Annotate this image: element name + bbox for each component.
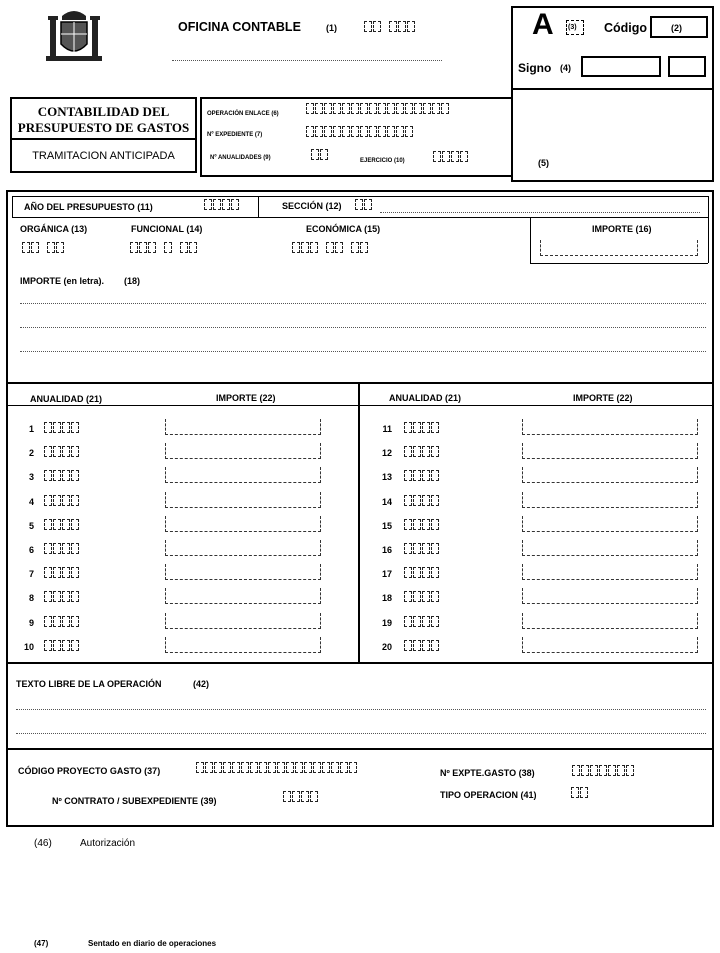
annuity-amount-field[interactable] xyxy=(522,467,698,483)
annuity-year-field[interactable] xyxy=(404,567,439,578)
expediente-field[interactable] xyxy=(306,126,413,137)
bottom-top-line xyxy=(6,748,714,750)
anio-seccion-divider xyxy=(258,196,259,217)
annuity-row-number: 18 xyxy=(381,593,392,604)
letter-ref: (3) xyxy=(568,24,577,31)
ref-5: (5) xyxy=(538,158,549,168)
annuity-year-field[interactable] xyxy=(404,591,439,602)
signo-field[interactable] xyxy=(581,56,661,77)
importe-label: IMPORTE (16) xyxy=(592,224,652,234)
annuity-year-field[interactable] xyxy=(44,519,79,530)
codigo-label: Código xyxy=(604,21,648,35)
signo-field-2[interactable] xyxy=(668,56,706,77)
annuity-row-number: 13 xyxy=(381,472,392,483)
annuity-year-field[interactable] xyxy=(44,446,79,457)
importe-header-left: IMPORTE (22) xyxy=(216,393,276,403)
annuity-row-number: 4 xyxy=(28,496,34,507)
anio-presupuesto-field[interactable] xyxy=(204,199,239,210)
title-subtitle: TRAMITACION ANTICIPADA xyxy=(32,150,175,162)
budget-row-left-edge xyxy=(12,196,13,217)
annuity-row-number: 1 xyxy=(28,424,34,434)
ref-47: (47) xyxy=(34,939,49,948)
annuity-amount-field[interactable] xyxy=(165,443,321,459)
annuity-year-field[interactable] xyxy=(404,543,439,554)
importe-box-left xyxy=(530,217,531,263)
annuity-amount-field[interactable] xyxy=(522,588,698,604)
free-text-label: TEXTO LIBRE DE LA OPERACIÓN xyxy=(16,679,162,689)
importe-box-bottom xyxy=(530,263,708,264)
annuity-amount-field[interactable] xyxy=(165,637,321,653)
contrato-field[interactable] xyxy=(283,791,318,802)
annuity-row-number: 3 xyxy=(28,472,34,483)
coat-of-arms-logo xyxy=(44,6,104,64)
codigo-proyecto-label: CÓDIGO PROYECTO GASTO (37) xyxy=(18,766,161,776)
codigo-ref: (2) xyxy=(671,23,682,33)
free-text-top-line xyxy=(6,662,714,664)
importe-letra-line-2 xyxy=(20,327,706,328)
importe-field[interactable] xyxy=(540,240,698,256)
budget-row-top-line xyxy=(12,196,708,197)
budget-row-bottom-line xyxy=(12,217,708,218)
annuity-year-field[interactable] xyxy=(44,567,79,578)
expediente-label: Nº EXPEDIENTE (7) xyxy=(207,132,263,138)
importe-letra-line-1 xyxy=(20,303,706,304)
importe-letra-ref: (18) xyxy=(124,276,141,286)
ref-46: (46) xyxy=(34,838,52,849)
organica-field[interactable] xyxy=(22,242,64,253)
importe-header-right: IMPORTE (22) xyxy=(573,393,633,403)
ejercicio-label: EJERCICIO (10) xyxy=(360,158,405,164)
oficina-contable-label: OFICINA CONTABLE xyxy=(178,20,301,34)
annuities-top-line xyxy=(6,382,714,384)
annuity-year-field[interactable] xyxy=(44,470,79,481)
organica-label: ORGÁNICA (13) xyxy=(20,224,88,234)
oficina-contable-field[interactable] xyxy=(364,21,415,32)
annuities-middle-divider xyxy=(358,382,360,662)
tipo-operacion-field[interactable] xyxy=(571,787,588,798)
annuity-row-number: 5 xyxy=(28,520,34,531)
annuity-amount-field[interactable] xyxy=(165,492,321,508)
annuity-year-field[interactable] xyxy=(404,519,439,530)
anio-presupuesto-label: AÑO DEL PRESUPUESTO (11) xyxy=(24,202,153,212)
title-line-2: PRESUPUESTO DE GASTOS xyxy=(17,120,190,135)
annuity-year-field[interactable] xyxy=(44,640,79,651)
annuity-year-field[interactable] xyxy=(44,591,79,602)
free-text-line-2[interactable] xyxy=(16,733,706,734)
annuity-amount-field[interactable] xyxy=(522,637,698,653)
annuity-amount-field[interactable] xyxy=(522,443,698,459)
annuity-amount-field[interactable] xyxy=(522,564,698,580)
annuity-row-number: 6 xyxy=(28,545,34,555)
annuity-year-field[interactable] xyxy=(404,446,439,457)
anualidad-header-left: ANUALIDAD (21) xyxy=(30,394,102,404)
annuity-amount-field[interactable] xyxy=(522,492,698,508)
seccion-label: SECCIÓN (12) xyxy=(282,201,342,211)
form-letter: A xyxy=(532,8,554,41)
annuity-amount-field[interactable] xyxy=(522,540,698,556)
annuity-row-number: 20 xyxy=(381,641,392,652)
funcional-label: FUNCIONAL (14) xyxy=(131,224,203,234)
anualidad-header-right: ANUALIDAD (21) xyxy=(389,393,461,403)
seccion-dotted-line xyxy=(380,212,700,213)
annuity-row-number: 8 xyxy=(28,593,34,604)
seccion-field[interactable] xyxy=(355,199,372,210)
free-text-ref: (42) xyxy=(193,679,210,689)
form-type-divider xyxy=(511,88,714,90)
free-text-line-1[interactable] xyxy=(16,709,706,710)
anualidades-label: Nº ANUALIDADES (9) xyxy=(210,155,271,161)
autorizacion-label: Autorización xyxy=(80,838,136,849)
annuity-row-number: 12 xyxy=(381,448,392,459)
annuity-year-field[interactable] xyxy=(44,543,79,554)
annuities-header-line xyxy=(6,405,714,406)
importe-letra-line-3 xyxy=(20,351,706,352)
annuity-year-field[interactable] xyxy=(44,422,79,433)
annuity-row-number: 17 xyxy=(381,569,392,580)
operacion-enlace-field[interactable] xyxy=(306,103,449,114)
annuity-amount-field[interactable] xyxy=(165,419,321,435)
expte-gasto-label: Nº EXPTE.GASTO (38) xyxy=(440,768,535,778)
annuity-year-field[interactable] xyxy=(404,616,439,627)
annuity-row-number: 2 xyxy=(28,448,34,459)
annuity-amount-field[interactable] xyxy=(165,516,321,532)
annuity-year-field[interactable] xyxy=(404,422,439,433)
annuity-year-field[interactable] xyxy=(404,640,439,651)
expte-gasto-field[interactable] xyxy=(572,765,634,776)
annuity-amount-field[interactable] xyxy=(165,467,321,483)
annuity-amount-field[interactable] xyxy=(165,540,321,556)
annuity-row-number: 16 xyxy=(381,545,392,555)
annuity-year-field[interactable] xyxy=(404,495,439,506)
importe-letra-label: IMPORTE (en letra). xyxy=(20,276,105,286)
annuity-amount-field[interactable] xyxy=(522,516,698,532)
contrato-label: Nº CONTRATO / SUBEXPEDIENTE (39) xyxy=(52,796,217,806)
signo-ref: (4) xyxy=(560,63,571,73)
annuity-year-field[interactable] xyxy=(404,470,439,481)
codigo-proyecto-field[interactable] xyxy=(196,762,357,773)
annuity-row-number: 9 xyxy=(28,617,34,628)
annuity-amount-field[interactable] xyxy=(522,613,698,629)
signo-label: Signo xyxy=(518,61,552,75)
annuity-year-field[interactable] xyxy=(44,616,79,627)
annuity-amount-field[interactable] xyxy=(522,419,698,435)
anualidades-field[interactable] xyxy=(311,149,328,160)
annuity-row-number: 7 xyxy=(28,569,34,580)
tipo-operacion-label: TIPO OPERACION (41) xyxy=(440,790,537,800)
sentado-label: Sentado en diario de operaciones xyxy=(88,939,217,948)
economica-label: ECONÓMICA (15) xyxy=(306,224,381,234)
title-divider xyxy=(10,138,197,140)
annuity-amount-field[interactable] xyxy=(165,588,321,604)
oficina-dotted-line xyxy=(172,60,442,61)
annuity-row-number: 15 xyxy=(381,520,392,531)
annuity-year-field[interactable] xyxy=(44,495,79,506)
ejercicio-field[interactable] xyxy=(433,151,468,162)
title-line-1: CONTABILIDAD DEL xyxy=(37,104,170,119)
main-form-box xyxy=(6,190,714,827)
annuity-amount-field[interactable] xyxy=(165,564,321,580)
annuity-amount-field[interactable] xyxy=(165,613,321,629)
economica-field[interactable] xyxy=(292,242,368,253)
annuity-row-number: 10 xyxy=(23,641,34,652)
annuity-row-number: 19 xyxy=(381,617,392,628)
funcional-field[interactable] xyxy=(130,242,197,253)
annuity-row-number: 11 xyxy=(382,424,392,434)
operacion-enlace-label: OPERACIÓN ENLACE (6) xyxy=(207,111,279,117)
importe-box-right xyxy=(708,196,709,263)
oficina-contable-ref: (1) xyxy=(326,23,337,33)
annuity-row-number: 14 xyxy=(381,496,392,507)
